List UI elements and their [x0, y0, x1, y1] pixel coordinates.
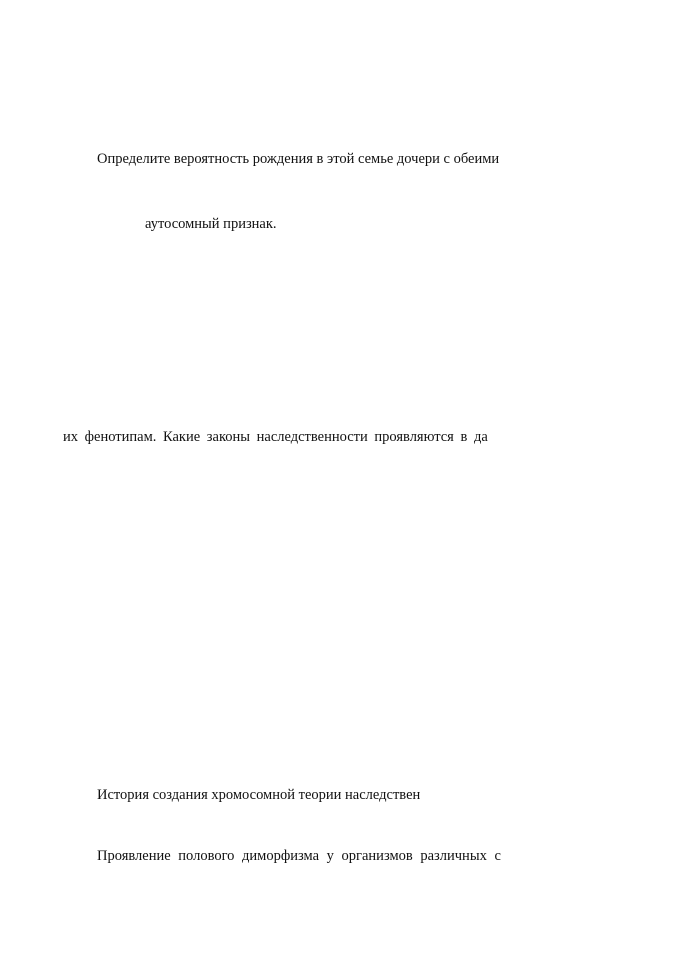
text-line-task-question: Определите вероятность рождения в этой семье дочери с обеими — [97, 151, 500, 167]
text-line-sexual-dimorphism: Проявление полового диморфизма у организмов различных с — [97, 848, 501, 864]
text-line-autosomal-trait: аутосомный признак. — [145, 216, 277, 232]
text-line-chromosome-theory-history: История создания хромосомной теории наследствен — [97, 787, 421, 803]
text-line-phenotypes-laws: их фенотипам. Какие законы наследственности проявляются в да — [63, 429, 488, 445]
